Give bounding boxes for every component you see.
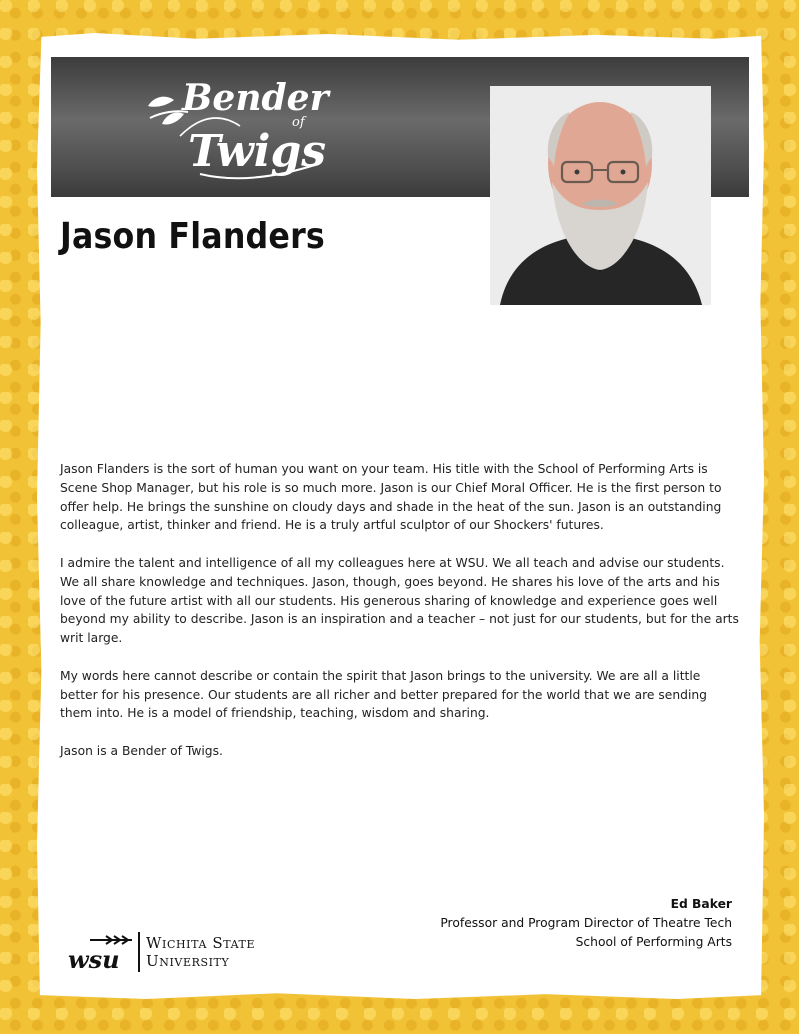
tribute-body <box>60 460 740 780</box>
university-wordmark <box>146 934 255 970</box>
logo-word-of: of <box>292 115 305 130</box>
logo-divider <box>138 932 140 972</box>
signature-block <box>440 895 732 952</box>
logo-word-bender: Bender <box>182 77 329 119</box>
tribute-paragraph: Jason Flanders is the sort of human you want on your team. His title with the School of Performing Arts is Scene Shop Manager, but his role is so much more. Jason is our Chief Moral Officer. He is the first person to offer help. He brings the sunshine on cloudy days and shade in the heat of the sun. Jason is an outstanding colleague, artist, thinker and friend. He is a truly artful sculptor of our Shockers' futures. <box>60 462 722 533</box>
honoree-name: Jason Flanders <box>60 216 325 257</box>
tribute-paragraph: My words here cannot describe or contain the spirit that Jason brings to the university. We are all a little better for his presence. Our students are all richer and better prepared for the world that we are sending them into. He is a model of friendship, teaching, wisdom and sharing. <box>60 668 707 721</box>
wichita-state-logo <box>66 930 286 974</box>
wordmark-line2: University <box>146 952 230 970</box>
honoree-photo <box>490 86 711 305</box>
signer-name: Ed Baker <box>670 897 732 911</box>
tribute-closing: Jason is a Bender of Twigs. <box>60 743 223 758</box>
portrait-icon <box>490 86 711 305</box>
logo-word-twigs: Twigs <box>188 126 327 177</box>
wsu-mark-text: wsu <box>68 945 120 974</box>
bender-of-twigs-logo <box>140 66 360 196</box>
signer-title: Professor and Program Director of Theatre Tech <box>440 916 732 930</box>
signer-department: School of Performing Arts <box>575 935 732 949</box>
wordmark-line1: Wichita State <box>146 934 256 952</box>
tribute-paragraph: I admire the talent and intelligence of all my colleagues here at WSU. We all teach and advise our students. We all share knowledge and techniques. Jason, though, goes beyond. He shares his love of the arts and his love of the future artist with all our students. His generous sharing of knowledge and experience goes well beyond my ability to describe. Jason is an inspiration and a teacher – not just for our students, but for the arts writ large. <box>60 555 739 646</box>
wsu-wheat-icon <box>66 930 138 974</box>
